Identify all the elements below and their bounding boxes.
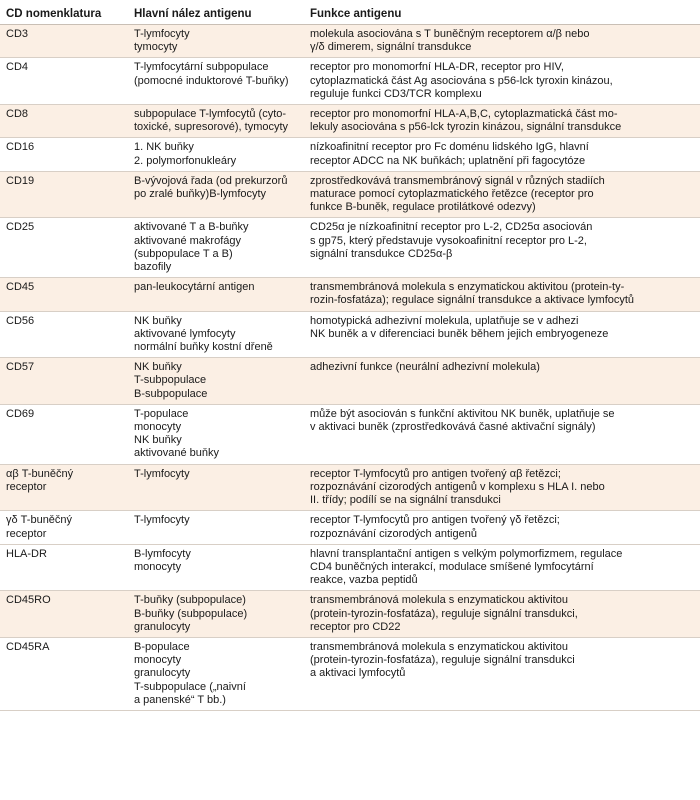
cell-line: CD45RA <box>6 640 50 653</box>
cd-cell <box>0 594 130 634</box>
cell-line: CD3 <box>6 28 29 40</box>
cell-line: monocyty <box>134 654 182 667</box>
cell-line: subpopulace T-lymfocytů (cyto- <box>134 108 287 121</box>
finding-cell <box>130 175 306 215</box>
cd-cell <box>0 641 130 707</box>
cell-line: NK buněk a v diferenciaci buněk během jejich embryogeneze <box>310 327 609 340</box>
cd-cell <box>0 28 130 54</box>
cd-cell <box>0 141 130 167</box>
cell-line: maturace pomocí cytoplazmatického řetězce (receptor pro <box>310 188 594 201</box>
cell-line: T-buňky (subpopulace) <box>134 594 246 607</box>
cd-cell <box>0 514 130 540</box>
cell-line: II. třídy; podílí se na signální transdukci <box>310 494 501 507</box>
cd-cell <box>0 108 130 134</box>
cell-line: CD8 <box>6 108 29 121</box>
cell-line: pan-leukocytární antigen <box>134 281 255 294</box>
table-row <box>0 278 700 311</box>
cell-line: αβ T-buněčný <box>6 467 74 480</box>
cell-line: B-vývojová řada (od prekurzorů <box>134 174 288 187</box>
cell-line: lekuly asociována s p56-lck tyrozin kinázou, signální transdukce <box>310 121 622 134</box>
cell-line: s gp75, který představuje vysokoafinitní receptor pro L-2, <box>310 234 587 247</box>
cd-cell <box>0 61 130 101</box>
cell-line: monocyty <box>134 421 182 434</box>
function-cell <box>306 548 700 588</box>
table-row <box>0 172 700 219</box>
cell-line: T-lymfocyty <box>134 28 190 40</box>
cell-line: receptor ADCC na NK buňkách; uplatnění při fagocytóze <box>310 154 586 167</box>
cell-line: aktivované lymfocyty <box>134 327 236 340</box>
function-cell <box>306 594 700 634</box>
table-row <box>0 218 700 278</box>
cell-line: (pomocné induktorové T-buňky) <box>134 74 289 87</box>
cell-line: CD69 <box>6 407 35 420</box>
cell-line: (subpopulace T a B) <box>134 247 233 260</box>
cell-line: reakce, vazba peptidů <box>310 574 418 587</box>
cell-line: granulocyty <box>134 667 191 680</box>
cell-line: CD4 buněčných interakcí, modulace smíšené lymfocytární <box>310 560 594 573</box>
table-row <box>0 25 700 58</box>
cell-line: cytoplazmatická část Ag asociována s p56-lck tyroxin kinázou, <box>310 74 613 87</box>
cell-line: receptor T-lymfocytů pro antigen tvořený γδ řetězci; <box>310 514 560 527</box>
cell-line: T-lymfocyty <box>134 467 190 480</box>
cell-line: CD25 <box>6 221 35 234</box>
cell-line: transmembránová molekula s enzymatickou aktivitou <box>310 640 569 653</box>
cell-line: rozpoznávání cizorodých antigenů <box>310 527 477 540</box>
cell-line: receptor T-lymfocytů pro antigen tvořený αβ řetězci; <box>310 467 561 480</box>
cd-cell <box>0 315 130 355</box>
cell-line: receptor pro CD22 <box>310 620 401 633</box>
header-main-finding: Hlavní nález antigenu <box>134 8 252 20</box>
cell-line: CD57 <box>6 361 35 374</box>
table-row <box>0 138 700 171</box>
cell-line: zprostředkovává transmembránový signál v různých stadiích <box>310 174 605 187</box>
cd-cell <box>0 221 130 274</box>
finding-cell <box>130 281 306 307</box>
table-row <box>0 465 700 512</box>
cell-line: receptor <box>6 480 47 493</box>
cell-line: může být asociován s funkční aktivitou NK buněk, uplatňuje se <box>310 407 615 420</box>
table-row <box>0 545 700 592</box>
cell-line: molekula asociována s T buněčným receptorem α/β nebo <box>310 28 590 40</box>
cell-line: CD45RO <box>6 594 51 607</box>
cd-cell <box>0 468 130 508</box>
function-cell <box>306 108 700 134</box>
finding-cell <box>130 221 306 274</box>
cell-line: (protein-tyrozin-fosfatáza), reguluje signální transdukci, <box>310 607 578 620</box>
function-cell <box>306 361 700 401</box>
function-cell <box>306 641 700 707</box>
cell-line: receptor pro monomorfní HLA-A,B,C, cytoplazmatická část mo- <box>310 108 618 121</box>
cell-line: γδ T-buněčný <box>6 514 73 527</box>
table-row <box>0 511 700 544</box>
cell-line: po zralé buňky)B-lymfocyty <box>134 188 267 201</box>
cell-line: aktivované buňky <box>134 447 219 460</box>
finding-cell <box>130 514 306 540</box>
finding-cell <box>130 108 306 134</box>
table-row <box>0 312 700 359</box>
table-row <box>0 105 700 138</box>
cd-cell <box>0 175 130 215</box>
cell-line: nízkoafinitní receptor pro Fc doménu lidského IgG, hlavní <box>310 141 589 154</box>
cell-line: adhezivní funkce (neurální adhezivní molekula) <box>310 361 540 374</box>
cell-line: transmembránová molekula s enzymatickou aktivitou <box>310 594 569 607</box>
cell-line: v aktivaci buněk (zprostředkovává časné aktivační signály) <box>310 421 596 434</box>
cell-line: CD16 <box>6 141 35 154</box>
cell-line: rozin-fosfatáza); regulace signální transdukce a aktivace lymfocytů <box>310 294 635 307</box>
finding-cell <box>130 61 306 101</box>
function-cell <box>306 221 700 274</box>
cell-line: reguluje funkci CD3/TCR komplexu <box>310 87 482 100</box>
cell-line: NK buňky <box>134 361 182 374</box>
cell-line: aktivované T a B-buňky <box>134 221 249 234</box>
finding-cell <box>130 468 306 508</box>
table-header <box>0 6 700 25</box>
cell-line: a aktivaci lymfocytů <box>310 667 406 680</box>
cell-line: T-subpopulace („naivní <box>134 680 246 693</box>
function-cell <box>306 514 700 540</box>
table-row <box>0 358 700 405</box>
cell-line: NK buňky <box>134 314 182 327</box>
cell-line: monocyty <box>134 560 182 573</box>
cell-line: γ/δ dimerem, signální transdukce <box>310 41 472 54</box>
cell-line: homotypická adhezivní molekula, uplatňuje se v adhezi <box>310 314 579 327</box>
cell-line: receptor pro monomorfní HLA-DR, receptor pro HIV, <box>310 61 564 74</box>
cd-cell <box>0 361 130 401</box>
finding-cell <box>130 28 306 54</box>
cell-line: B-populace <box>134 640 190 653</box>
function-cell <box>306 141 700 167</box>
finding-cell <box>130 548 306 588</box>
cell-line: toxické, supresorové), tymocyty <box>134 121 289 134</box>
cell-line: transmembránová molekula s enzymatickou aktivitou (protein-ty- <box>310 281 625 294</box>
cell-line: CD4 <box>6 61 29 74</box>
function-cell <box>306 61 700 101</box>
cell-line: receptor <box>6 527 47 540</box>
cell-line: CD45 <box>6 281 35 294</box>
table-row <box>0 591 700 638</box>
finding-cell <box>130 141 306 167</box>
cell-line: B-buňky (subpopulace) <box>134 607 248 620</box>
finding-cell <box>130 361 306 401</box>
cell-line: CD19 <box>6 174 35 187</box>
cell-line: a panenské“ T bb.) <box>134 693 226 706</box>
cell-line: T-populace <box>134 407 189 420</box>
function-cell <box>306 281 700 307</box>
cell-line: 1. NK buňky <box>134 141 194 154</box>
cell-line: bazofily <box>134 261 172 274</box>
finding-cell <box>130 315 306 355</box>
header-cd-nomenclature: CD nomenklatura <box>6 8 102 20</box>
cell-line: (protein-tyrozin-fosfatáza), reguluje signální transdukci <box>310 654 575 667</box>
cell-line: T-lymfocytární subpopulace <box>134 61 269 74</box>
table-row <box>0 638 700 711</box>
cell-line: HLA-DR <box>6 547 47 560</box>
cell-line: CD25α je nízkoafinitní receptor pro L-2, CD25α asociován <box>310 221 593 234</box>
finding-cell <box>130 594 306 634</box>
function-cell <box>306 315 700 355</box>
cell-line: T-subpopulace <box>134 374 207 387</box>
table-row <box>0 405 700 465</box>
function-cell <box>306 468 700 508</box>
cell-line: signální transdukce CD25α-β <box>310 247 453 260</box>
cell-line: rozpoznávání cizorodých antigenů v komplexu s HLA I. nebo <box>310 480 605 493</box>
finding-cell <box>130 641 306 707</box>
table-row <box>0 58 700 105</box>
cell-line: funkce B-buněk, regulace protilátkové odezvy) <box>310 201 536 214</box>
cell-line: granulocyty <box>134 620 191 633</box>
cell-line: B-subpopulace <box>134 387 208 400</box>
header-antigen-function: Funkce antigenu <box>310 8 402 20</box>
finding-cell <box>130 408 306 461</box>
cd-cell <box>0 281 130 307</box>
cell-line: aktivované makrofágy <box>134 234 241 247</box>
cd-cell <box>0 408 130 461</box>
cell-line: hlavní transplantační antigen s velkým polymorfizmem, regulace <box>310 547 623 560</box>
cell-line: T-lymfocyty <box>134 514 190 527</box>
function-cell <box>306 408 700 461</box>
cell-line: B-lymfocyty <box>134 547 191 560</box>
cell-line: NK buňky <box>134 434 182 447</box>
function-cell <box>306 175 700 215</box>
cell-line: tymocyty <box>134 41 178 54</box>
cell-line: normální buňky kostní dřeně <box>134 341 273 354</box>
cell-line: CD56 <box>6 314 35 327</box>
cd-cell <box>0 548 130 588</box>
function-cell <box>306 28 700 54</box>
cell-line: 2. polymorfonukleáry <box>134 154 237 167</box>
